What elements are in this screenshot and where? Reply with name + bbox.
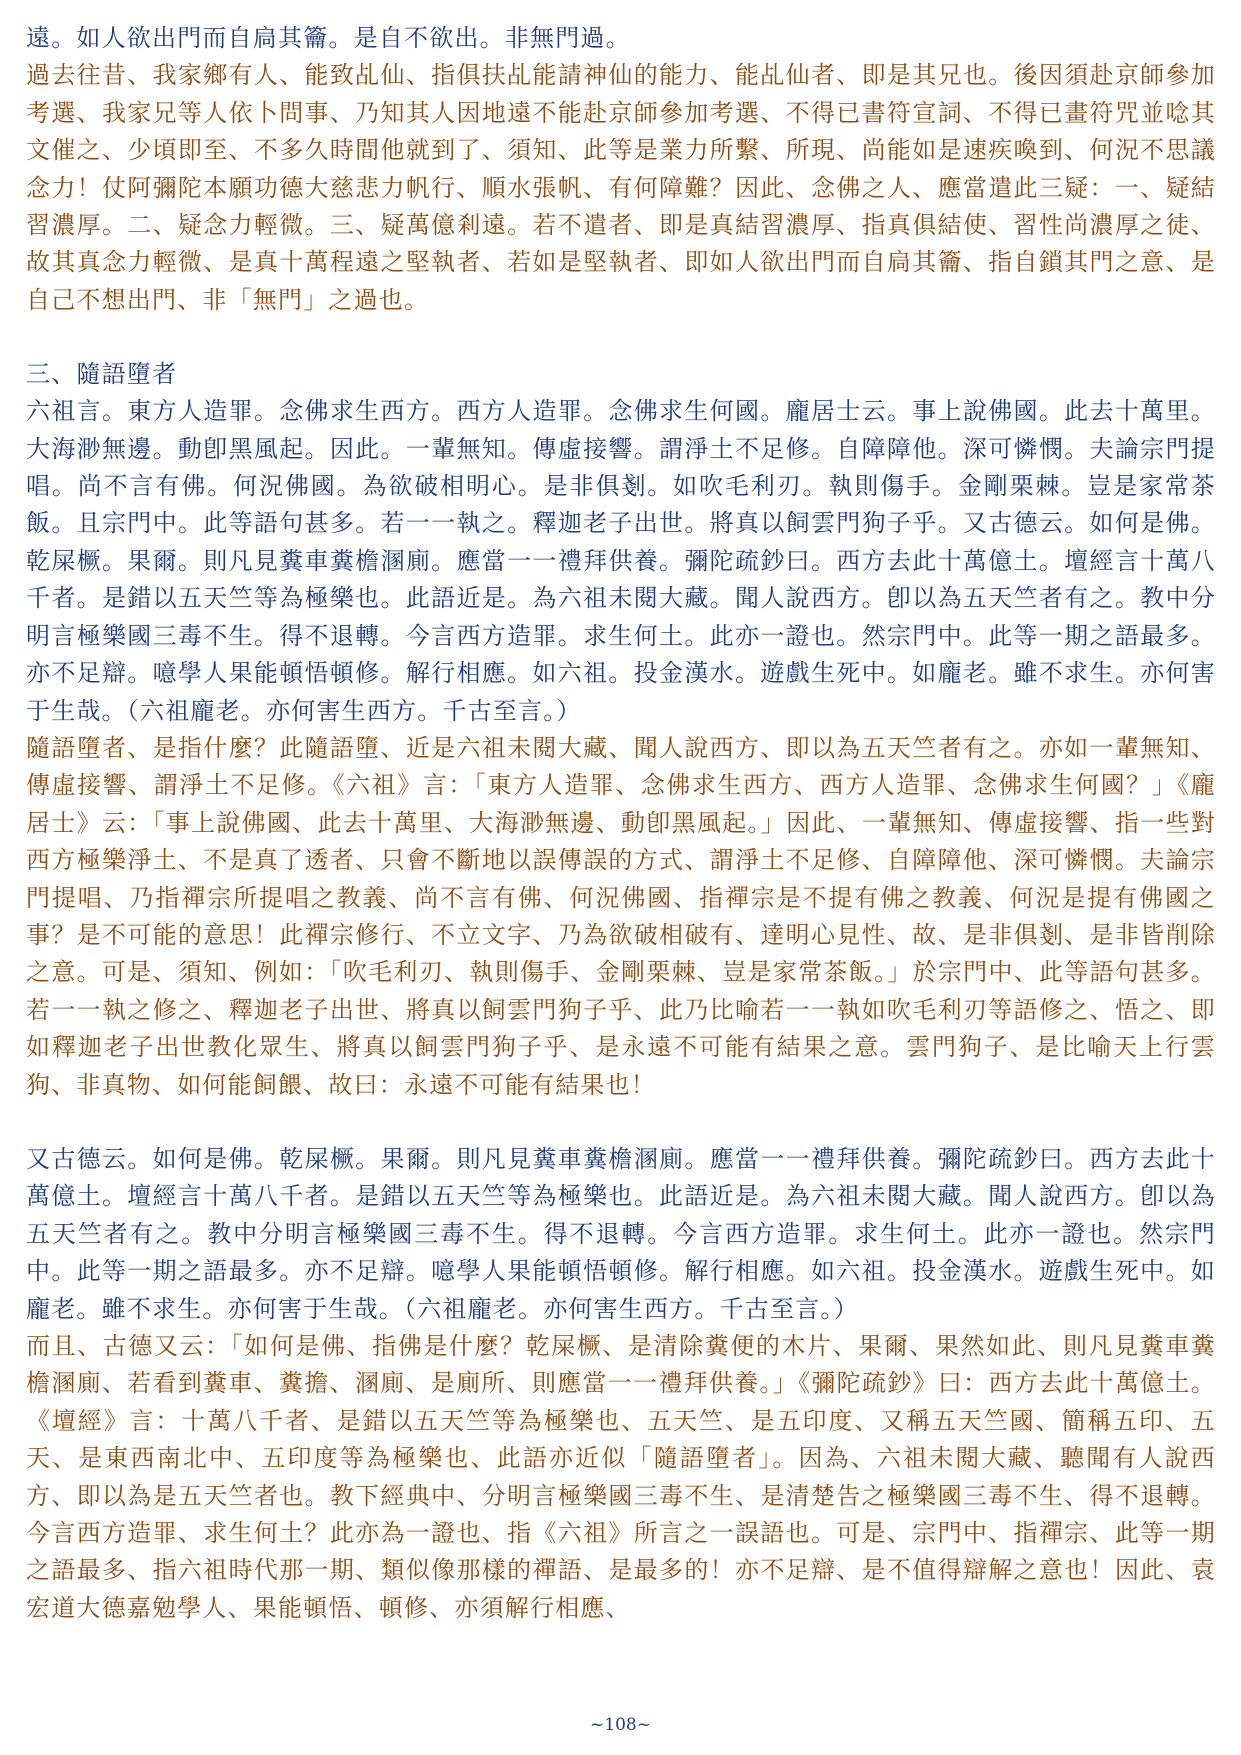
paragraph-4: 隨語墮者、是指什麼？此隨語墮、近是六祖未閱大藏、聞人說西方、即以為五天竺者有之。亦如一輩無知、傳虛接響、謂淨土不足修。《六祖》言：「東方人造罪、念佛求生西方、西方人造罪、念佛求生何國？」《龐居士》云：「事上說佛國、此去十萬里、大海渺無邊、動卽黑風起。」因此、一輩無知、傳虛接響、指一些對西方極樂淨土、不是真了透者、只會不斷地以誤傳誤的方式、謂淨土不足修、自障障他、深可憐憫。夫論宗門提唱、乃指禪宗所提唱之教義、尚不言有佛、何況佛國、指禪宗是不提有佛之教義、何況是提有佛國之事？是不可能的意思！此禪宗修行、不立文字、乃為欲破相破有、達明心見性、故、是非俱剗、是非皆削除之意。可是、須知、例如：「吹毛利刃、執則傷手、金剛栗棘、豈是家常茶飯。」於宗門中、此等語句甚多。若一一執之修之、釋迦老子出世、將真以飼雲門狗子乎、此乃比喻若一一執如吹毛利刃等語修之、悟之、即如釋迦老子出世教化眾生、將真以飼雲門狗子乎、是永遠不可能有結果之意。雲門狗子、是比喻天上行雲狗、非真物、如何能飼餵、故曰：永遠不可能有結果也！ (26, 733, 1216, 1099)
paragraph-5: 又古德云。如何是佛。乾屎橛。果爾。則凡見糞車糞檐溷廁。應當一一禮拜供養。彌陀疏鈔曰。西方去此十萬億土。壇經言十萬八千者。是錯以五天竺等為極樂也。此語近是。為六祖未閱大藏。聞人說西方。卽以為五天竺者有之。教中分明言極樂國三毒不生。得不退轉。今言西方造罪。求生何土。此亦一證也。然宗門中。此等一期之語最多。亦不足辯。噫學人果能頓悟頓修。解行相應。如六祖。投金漢水。遊戲生死中。如龐老。雖不求生。亦何害于生哉。（六祖龐老。亦何害生西方。千古至言。） (26, 1144, 1216, 1323)
paragraph-2: 過去往昔、我家鄉有人、能致乩仙、指俱扶乩能請神仙的能力、能乩仙者、即是其兄也。後因須赴京師參加考選、我家兄等人依卜問事、乃知其人因地遠不能赴京師參加考選、不得已書符宣詞、不得已畫符咒並唸其文催之、少頃即至、不多久時間他就到了、須知、此等是業力所繫、所現、尚能如是速疾喚到、何況不思議念力！仗阿彌陀本願功德大慈悲力帆行、順水張帆、有何障難？因此、念佛之人、應當遣此三疑：一、疑結習濃厚。二、疑念力輕微。三、疑萬億剎遠。若不遣者、即是真結習濃厚、指真俱結使、習性尚濃厚之徒、故其真念力輕微、是真十萬程遠之堅執者、若如是堅執者、即如人欲出門而自扃其籥、指自鎖其門之意、是自己不想出門、非「無門」之過也。 (26, 61, 1216, 314)
section-heading: 三、隨語墮者 (26, 360, 178, 389)
paragraph-3: 六祖言。東方人造罪。念佛求生西方。西方人造罪。念佛求生何國。龐居士云。事上說佛國。此去十萬里。大海渺無邊。動卽黑風起。因此。一輩無知。傳虛接響。謂淨土不足修。自障障他。深可憐憫。夫論宗門提唱。尚不言有佛。何況佛國。為欲破相明心。是非俱剗。如吹毛利刃。執則傷手。金剛栗棘。豈是家常茶飯。且宗門中。此等語句甚多。若一一執之。釋迦老子出世。將真以飼雲門狗子乎。又古德云。如何是佛。乾屎橛。果爾。則凡見糞車糞檐溷廁。應當一一禮拜供養。彌陀疏鈔曰。西方去此十萬億土。壇經言十萬八千者。是錯以五天竺等為極樂也。此語近是。為六祖未閱大藏。聞人說西方。卽以為五天竺者有之。教中分明言極樂國三毒不生。得不退轉。今言西方造罪。求生何土。此亦一證也。然宗門中。此等一期之語最多。亦不足辯。噫學人果能頓悟頓修。解行相應。如六祖。投金漢水。遊戲生死中。如龐老。雖不求生。亦何害于生哉。（六祖龐老。亦何害生西方。千古至言。） (26, 397, 1216, 725)
spacer (26, 319, 1216, 356)
paragraph-1: 遠。如人欲出門而自扃其籥。是自不欲出。非無門過。 (26, 24, 631, 52)
document-page (26, 20, 1216, 1627)
spacer (26, 1104, 1216, 1141)
paragraph-6: 而且、古德又云：「如何是佛、指佛是什麼？乾屎橛、是清除糞便的木片、果爾、果然如此、則凡見糞車糞檐溷廁、若看到糞車、糞擔、溷廁、是廁所、則應當一一禮拜供養。」《彌陀疏鈔》曰：西方去此十萬億土。《壇經》言：十萬八千者、是錯以五天竺等為極樂也、五天竺、是五印度、又稱五天竺國、簡稱五印、五天、是東西南北中、五印度等為極樂也、此語亦近似「隨語墮者」。因為、六祖未閱大藏、聽聞有人說西方、即以為是五天竺者也。教下經典中、分明言極樂國三毒不生、是清楚告之極樂國三毒不生、得不退轉。今言西方造罪、求生何土？此亦為一證也、指《六祖》所言之一誤語也。可是、宗門中、指禪宗、此等一期之語最多、指六祖時代那一期、類似像那樣的禪語、是最多的！亦不足辯、是不值得辯解之意也！因此、袁宏道大德嘉勉學人、果能頓悟、頓修、亦須解行相應、 (26, 1332, 1216, 1622)
page-number: ~108~ (590, 1715, 651, 1735)
